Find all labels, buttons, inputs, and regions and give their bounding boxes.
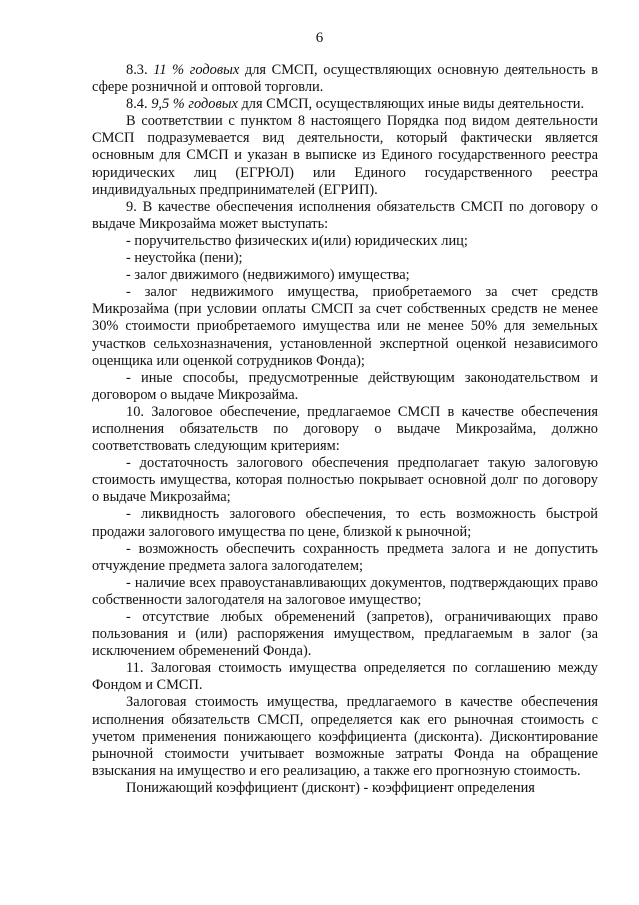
list-item: - ликвидность залогового обеспечения, то есть возможность быстрой продажи залогового имущества по цене, близкой к рыночной;: [92, 506, 598, 540]
clause-text: для СМСП, осуществляющих иные виды деятельности.: [237, 96, 585, 113]
paragraph-9: 9. В качестве обеспечения исполнения обязательств СМСП по договору о выдаче Микрозайма может выступать:: [92, 198, 598, 232]
paragraph-11: 11. Залоговая стоимость имущества определяется по соглашению между Фондом и СМСП.: [92, 660, 598, 694]
list-item: - возможность обеспечить сохранность предмета залога и не допустить отчуждение предмета залога залогодателем;: [92, 540, 598, 574]
rate-emphasis: 9,5 % годовых: [151, 96, 238, 113]
page-number: 6: [315, 30, 324, 46]
paragraph-discount-coefficient: Понижающий коэффициент (дисконт) - коэффициент определения: [126, 779, 535, 796]
paragraph-10: 10. Залоговое обеспечение, предлагаемое СМСП в качестве обеспечения исполнения обязательств по договору о выдаче Микрозайма, должно соответствовать следующим критериям:: [92, 403, 598, 455]
paragraph-activity-definition: В соответствии с пунктом 8 настоящего Порядка под видом деятельности СМСП подразумевается вид деятельности, который фактически является основным для СМСП и указан в выписке из Единого государственного реестра юридических лиц (ЕГРЮЛ) или Единого государственного реестра индивидуальных предпринимателей (ЕГРИП).: [92, 113, 598, 198]
list-item: - иные способы, предусмотренные действующим законодательством и договором о выдаче Микрозайма.: [92, 369, 598, 403]
document-body: [92, 62, 598, 797]
paragraph-8-4: [92, 96, 598, 113]
paragraph-collateral-value: Залоговая стоимость имущества, предлагаемого в качестве обеспечения исполнения обязательств СМСП, определяется как его рыночная стоимость с учетом применения понижающего коэффициента (дисконта). Дисконтирование рыночной стоимости учитывает возможные затраты Фонда на обращение взыскания на имущество и его реализацию, а также его прогнозную стоимость.: [92, 694, 598, 779]
list-item: - поручительство физических и(или) юридических лиц;: [126, 232, 468, 249]
clause-number: 8.3.: [126, 62, 148, 78]
list-item: - залог недвижимого имущества, приобретаемого за счет средств Микрозайма (при условии оплаты СМСП за счет собственных средств не менее 30% стоимости приобретаемого имущества или не менее 50% для земельных участков сельхозназначения, установленной экспертной оценкой независимого оценщика или оценкой сотрудников Фонда);: [92, 284, 598, 369]
list-item: - неустойка (пени);: [126, 250, 243, 267]
list-item: - достаточность залогового обеспечения предполагает такую залоговую стоимость имущества, которая полностью покрывает основной долг по договору о выдаче Микрозайма;: [92, 455, 598, 506]
rate-emphasis: 11 % годовых: [153, 62, 240, 78]
list-item: - наличие всех правоустанавливающих документов, подтверждающих право собственности залогодателя на залоговое имущество;: [92, 574, 598, 608]
paragraph-8-3: [92, 62, 598, 96]
clause-text: для СМСП, осуществляющих основную деятельность в сфере розничной и оптовой торговли.: [92, 62, 598, 96]
list-item: - отсутствие любых обременений (запретов), ограничивающих право пользования и (или) распоряжения имуществом, предлагаемым в залог (за исключением обременений Фонда).: [92, 609, 598, 660]
list-item: - залог движимого (недвижимого) имущества;: [126, 267, 410, 284]
clause-number: 8.4.: [126, 96, 148, 113]
